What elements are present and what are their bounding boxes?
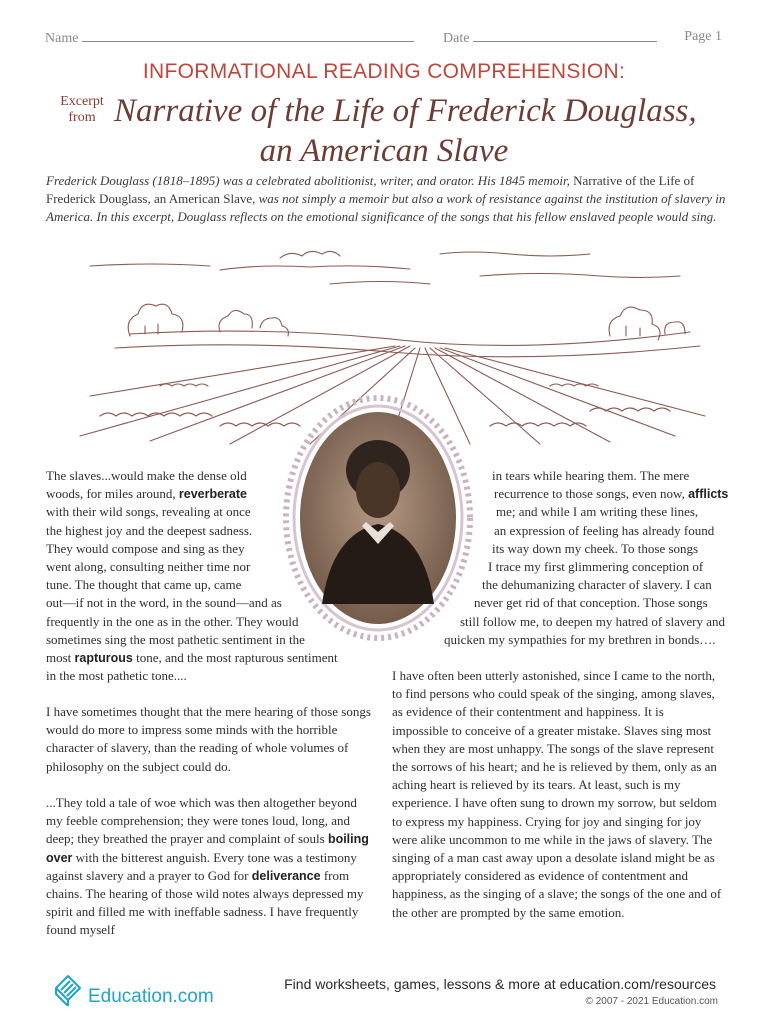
text-line: me; and while I am writing these lines, <box>496 504 699 520</box>
text-line: They would compose and sing as they <box>46 540 245 556</box>
text-line: quicken my sympathies for my brethren in bonds…. <box>444 631 716 647</box>
date-line <box>473 29 657 42</box>
left-paragraph-2: I have sometimes thought that the mere hearing of those songs would do more to impress some minds with the horrible character of slavery, than the reading of whole volumes of philosophy on the subject could do. <box>46 704 371 774</box>
text-line: the dehumanizing character of slavery. I can <box>482 577 712 593</box>
text-line: an expression of feeling has already found <box>494 522 715 538</box>
text-line: never get rid of that conception. Those songs <box>474 595 708 611</box>
text-line: its way down my cheek. To those songs <box>492 540 699 556</box>
footer-copyright: © 2007 - 2021 Education.com <box>585 996 718 1007</box>
vocab-deliverance: deliverance <box>251 868 321 883</box>
education-logo-icon <box>52 972 86 1006</box>
text-line: out—if not in the word, in the sound—and as <box>46 595 282 611</box>
date-field[interactable] <box>443 29 657 47</box>
text-line: I trace my first glimmering conception of <box>488 559 704 575</box>
page-number: Page 1 <box>684 29 722 44</box>
vocab-rapturous: rapturous <box>74 651 133 666</box>
page-title-line-2: an American Slave <box>259 133 509 169</box>
name-line <box>82 29 414 42</box>
text-line: The slaves...would make the dense old <box>46 468 247 483</box>
left-paragraph-1 <box>46 467 338 685</box>
text-line: sometimes sing the most pathetic sentiment in the <box>46 631 305 647</box>
footer-resources-link[interactable]: Find worksheets, games, lessons & more at education.com/resources <box>284 976 716 992</box>
left-paragraph-3: ...They told a tale of woe which was then altogether beyond my feeble comprehension; they were tones loud, long, and deep; they breathed the prayer and complaint of souls boiling over with the bitterest anguish. Every tone was a testimony against slavery and a prayer to God for deliverance from chains. The hearing of those wild notes always depressed my spirit and filled me with ineffable sadness. I have frequently found myself <box>46 795 369 938</box>
text-line: in tears while hearing them. The mere <box>492 468 690 483</box>
text-line: still follow me, to deepen my hatred of slavery and <box>460 613 725 629</box>
intro-paragraph: Frederick Douglass (1818–1895) was a celebrated abolitionist, writer, and orator. His 1845 memoir, Narrative of the Life of Frederick Douglass, an American Slave, was not simply a memoir but also a work of resistance against the institution of slavery in America. In this excerpt, Douglass reflects on the emotional significance of the songs that his fellow enslaved people would sing. <box>46 173 726 224</box>
date-label: Date <box>443 31 470 46</box>
text-line: went along, consulting neither time nor <box>46 559 251 575</box>
text-line: most rapturous tone, and the most rapturous sentiment <box>46 650 338 666</box>
education-logo-text[interactable]: Education.com <box>88 986 214 1007</box>
text-line: the highest joy and the deepest sadness. <box>46 522 253 538</box>
vocab-reverberate: reverberate <box>178 487 247 502</box>
page-title-line-1: Narrative of the Life of Frederick Douglass, <box>114 93 697 129</box>
name-field[interactable] <box>45 29 414 47</box>
vocab-afflicts: afflicts <box>688 487 729 502</box>
right-paragraph-1 <box>392 467 729 649</box>
text-line: with their wild songs, revealing at once <box>46 504 251 520</box>
text-line: frequently in the one as in the other. They would <box>46 613 299 629</box>
text-line: tune. The thought that came up, came <box>46 577 242 593</box>
vocab-boiling-over: boiling over <box>46 832 369 865</box>
name-label: Name <box>45 31 79 46</box>
text-line: in the most pathetic tone.... <box>46 668 187 684</box>
excerpt-from-label: Excerpt from <box>60 94 104 125</box>
text-line: recurrence to those songs, even now, afflicts <box>494 486 729 502</box>
text-line: woods, for miles around, reverberate <box>46 486 247 502</box>
worksheet-kicker: INFORMATIONAL READING COMPREHENSION: <box>142 60 626 83</box>
right-paragraph-2: I have often been utterly astonished, since I came to the north, to find persons who could speak of the singing, among slaves, as evidence of their contentment and happiness. It is impossible to conceive of a greater mistake. Slaves sing most when they are most unhappy. The songs of the slave represent the sorrows of his heart; and he is relieved by them, only as an aching heart is relieved by its tears. At least, such is my experience. I have often sung to drown my sorrow, but seldom to express my happiness. Crying for joy and singing for joy were alike uncommon to me while in the jaws of slavery. The singing of a man cast away upon a desolate island might be as appropriately considered as evidence of contentment and happiness, as the singing of a slave; the songs of the one and of the other are prompted by the same emotion. <box>392 668 722 920</box>
